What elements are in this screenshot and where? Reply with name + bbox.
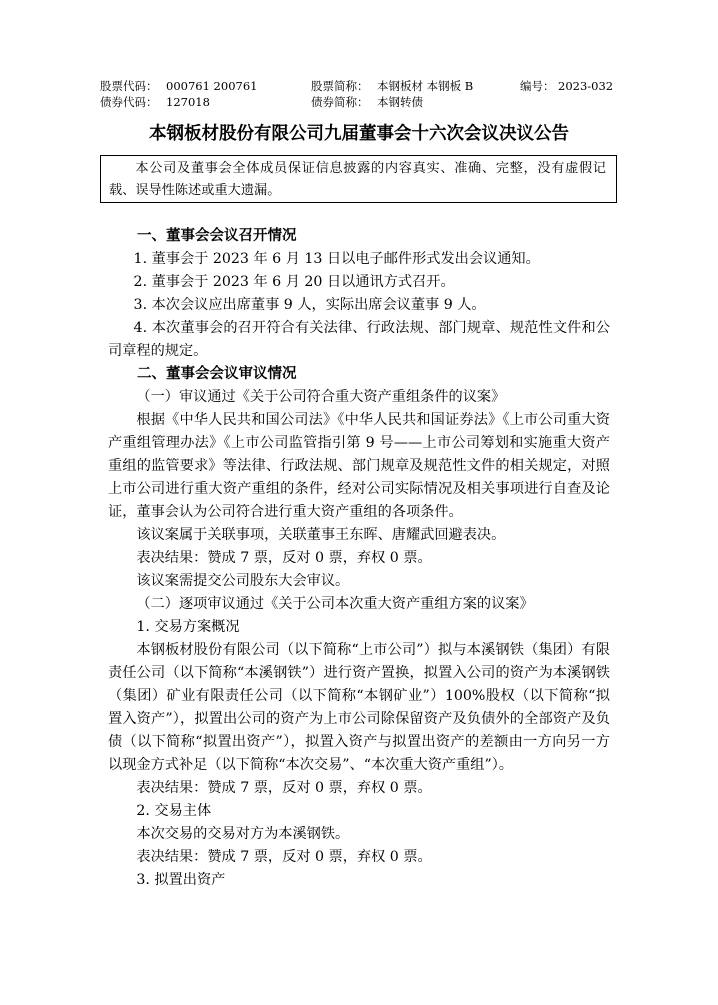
section-heading-meeting: 一、董事会会议召开情况: [137, 228, 297, 244]
meeting-item-1: 1. 董事会于 2023 年 6 月 13 日以电子邮件形式发出会议通知。: [133, 251, 540, 267]
motion-2-sub2-title: 2. 交易主体: [136, 803, 212, 819]
motion-1-body: 根据《中华人民共和国公司法》《中华人民共和国证券法》《上市公司重大资产重组管理办法》《上市公司监管指引第 9 号——上市公司筹划和实施重大资产重组的监管要求》等法律、行政法规、部门规章及规范性文件的相关规定，对照上市公司进行重大资产重组的条件，经对公司实际情况及相关事项进行自查及论证，董事会认为公司符合进行重大资产重组的各项条件。: [108, 412, 610, 520]
section-heading-review: 二、董事会会议审议情况: [137, 366, 297, 382]
meeting-item-3: 3. 本次会议应出席董事 9 人，实际出席会议董事 9 人。: [133, 297, 486, 313]
bond-code-value: 127018: [166, 95, 210, 109]
document-header: [100, 78, 620, 110]
motion-1-submit: 该议案需提交公司股东大会审议。: [136, 573, 350, 589]
bond-name-label: 债券简称：: [311, 95, 369, 109]
disclaimer-box: [100, 155, 617, 203]
motion-2-sub1-body: 本钢板材股份有限公司（以下简称“上市公司”）拟与本溪钢铁（集团）有限责任公司（以下简称“本溪钢铁”）进行资产置换，拟置入公司的资产为本溪钢铁（集团）矿业有限责任公司（以下简称“本钢矿业”）100%股权（以下简称“拟置入资产”），拟置出公司的资产为上市公司除保留资产及负债外的全部资产及负债（以下简称“拟置出资产”），拟置入资产与拟置出资产的差额由一方向另一方以现金方式补足（以下简称“本次交易”、“本次重大资产重组”）。: [108, 642, 610, 773]
announcement-number-value: 2023-032: [558, 79, 614, 93]
bond-name-value: 本钢转债: [377, 95, 423, 109]
meeting-item-4: 4. 本次董事会的召开符合有关法律、行政法规、部门规章、规范性文件和公司章程的规定。: [108, 320, 610, 359]
motion-2-title: （二）逐项审议通过《关于公司本次重大资产重组方案的议案》: [136, 596, 534, 612]
document-body: [108, 225, 610, 892]
motion-1-title: （一）审议通过《关于公司符合重大资产重组条件的议案》: [136, 389, 506, 405]
announcement-number-label: 编号：: [520, 79, 555, 93]
motion-2-sub1-title: 1. 交易方案概况: [136, 619, 240, 635]
motion-2-sub3-title: 3. 拟置出资产: [136, 872, 226, 888]
disclaimer-text: 本公司及董事会全体成员保证信息披露的内容真实、准确、完整，没有虚假记载、误导性陈述或重大遗漏。: [109, 161, 606, 198]
motion-2-sub1-vote: 表决结果：赞成 7 票，反对 0 票，弃权 0 票。: [136, 780, 432, 796]
stock-name-value: 本钢板材 本钢板 B: [377, 79, 474, 93]
stock-code-label: 股票代码：: [100, 79, 158, 93]
motion-1-vote: 表决结果：赞成 7 票，反对 0 票，弃权 0 票。: [136, 550, 432, 566]
meeting-item-2: 2. 董事会于 2023 年 6 月 20 日以通讯方式召开。: [133, 274, 455, 290]
motion-2-sub2-body: 本次交易的交易对方为本溪钢铁。: [136, 826, 350, 842]
header-row-stock: [100, 78, 620, 94]
document-title: 本钢板材股份有限公司九届董事会十六次会议决议公告: [149, 124, 569, 144]
stock-code-value: 000761 200761: [166, 79, 258, 93]
bond-code-label: 债券代码：: [100, 95, 158, 109]
header-row-bond: [100, 94, 620, 110]
motion-1-related: 该议案属于关联事项，关联董事王东晖、唐耀武回避表决。: [136, 527, 506, 543]
stock-name-label: 股票简称：: [311, 79, 369, 93]
motion-2-sub2-vote: 表决结果：赞成 7 票，反对 0 票，弃权 0 票。: [136, 849, 432, 865]
